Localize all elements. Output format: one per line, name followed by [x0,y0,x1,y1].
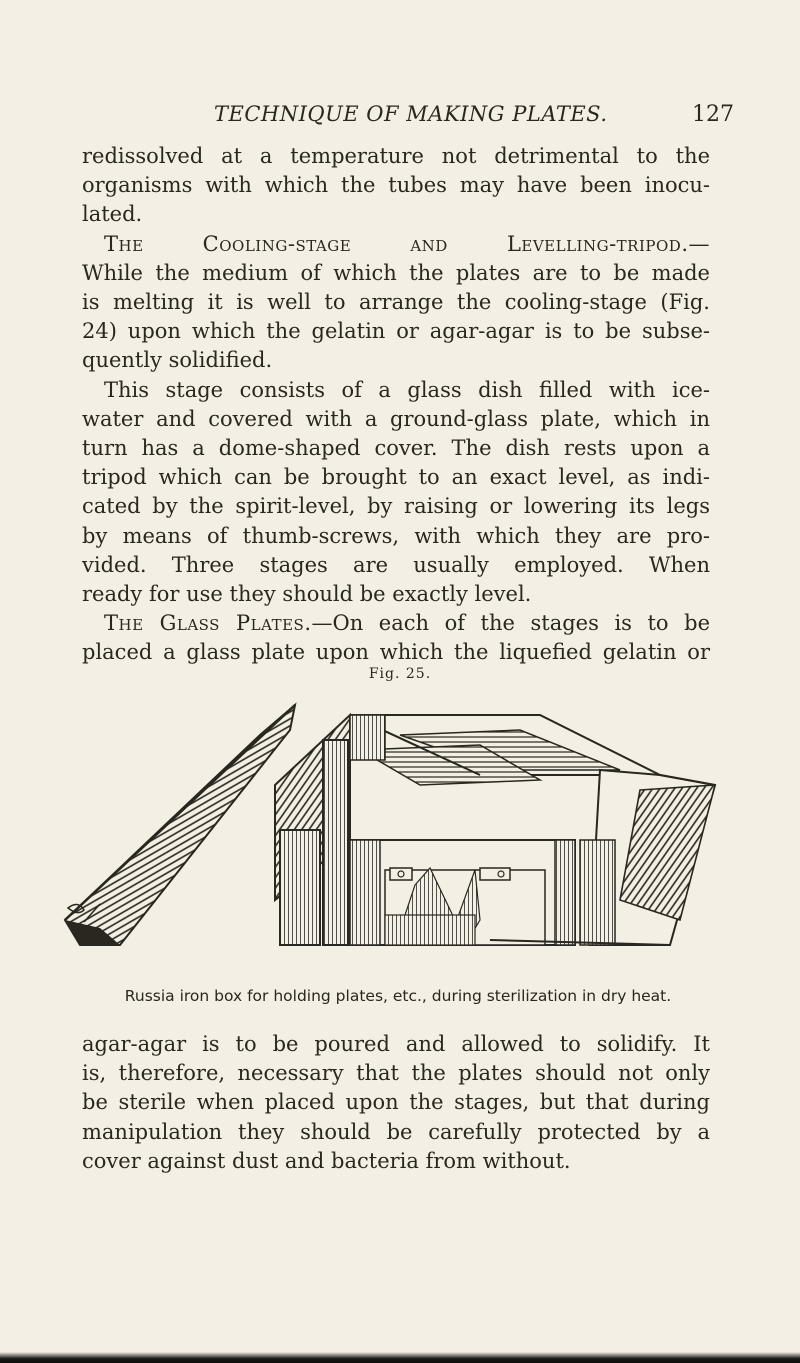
section-heading-line [82,609,710,638]
text-line: 24) upon which the gelatin or agar-agar is to be subse- [82,319,710,344]
text-line: manipulation they should be carefully protected by a [82,1119,710,1144]
text-line: by means of thumb-screws, with which they are pro- [82,523,710,548]
text-line: water and covered with a ground-glass plate, which in [82,406,710,431]
text-line: While the medium of which the plates are to be made [82,260,710,285]
paragraph-after-figure [82,1030,710,1176]
text-line: quently solidified. [82,348,273,373]
running-title: TECHNIQUE OF MAKING PLATES. [214,102,608,126]
section-heading-rest: —On each of the stages is to be [311,611,710,636]
text-line: tripod which can be brought to an exact level, as indi- [82,465,710,490]
paragraph-intro [82,142,710,230]
text-line: turn has a dome-shaped cover. The dish rests upon a [82,435,710,460]
figure-label: Fig. 25. [368,666,432,682]
section-heading: The Cooling-stage and Levelling-tripod.— [104,231,710,256]
section-glass-plates [82,609,710,667]
text-line: be sterile when placed upon the stages, but that during [82,1090,710,1115]
section-heading-line [82,230,710,259]
text-line: This stage consists of a glass dish filled with ice- [104,377,710,402]
text-line: cover against dust and bacteria from without. [82,1148,571,1173]
text-line: ready for use they should be exactly level. [82,581,532,606]
left-lid [65,705,295,945]
text-line: organisms with which the tubes may have been inocu- [82,173,710,198]
left-box [275,715,350,945]
text-line: is melting it is well to arrange the cooling-stage (Fig. [82,289,710,314]
section-heading: The Glass Plates. [104,611,312,636]
text-line: cated by the spirit-level, by raising or lowering its legs [82,494,710,519]
running-head [214,102,734,132]
page-number: 127 [692,102,734,127]
section-cooling-stage [82,230,710,376]
text-line: redissolved at a temperature not detrimental to the [82,144,710,168]
russia-iron-box-illustration [60,690,720,965]
page-bottom-edge [0,1352,800,1363]
text-line: placed a glass plate upon which the liquefied gelatin or [82,640,710,665]
text-line: is, therefore, necessary that the plates should not only [82,1061,710,1086]
text-line: lated. [82,202,143,227]
text-line: vided. Three stages are usually employed. When [82,552,710,577]
box-front [350,840,575,945]
paragraph-stage-description [82,376,710,610]
text-line: agar-agar is to be poured and allowed to solidify. It [82,1032,710,1056]
figure-caption: Russia iron box for holding plates, etc., during sterilization in dry heat. [124,987,672,1005]
